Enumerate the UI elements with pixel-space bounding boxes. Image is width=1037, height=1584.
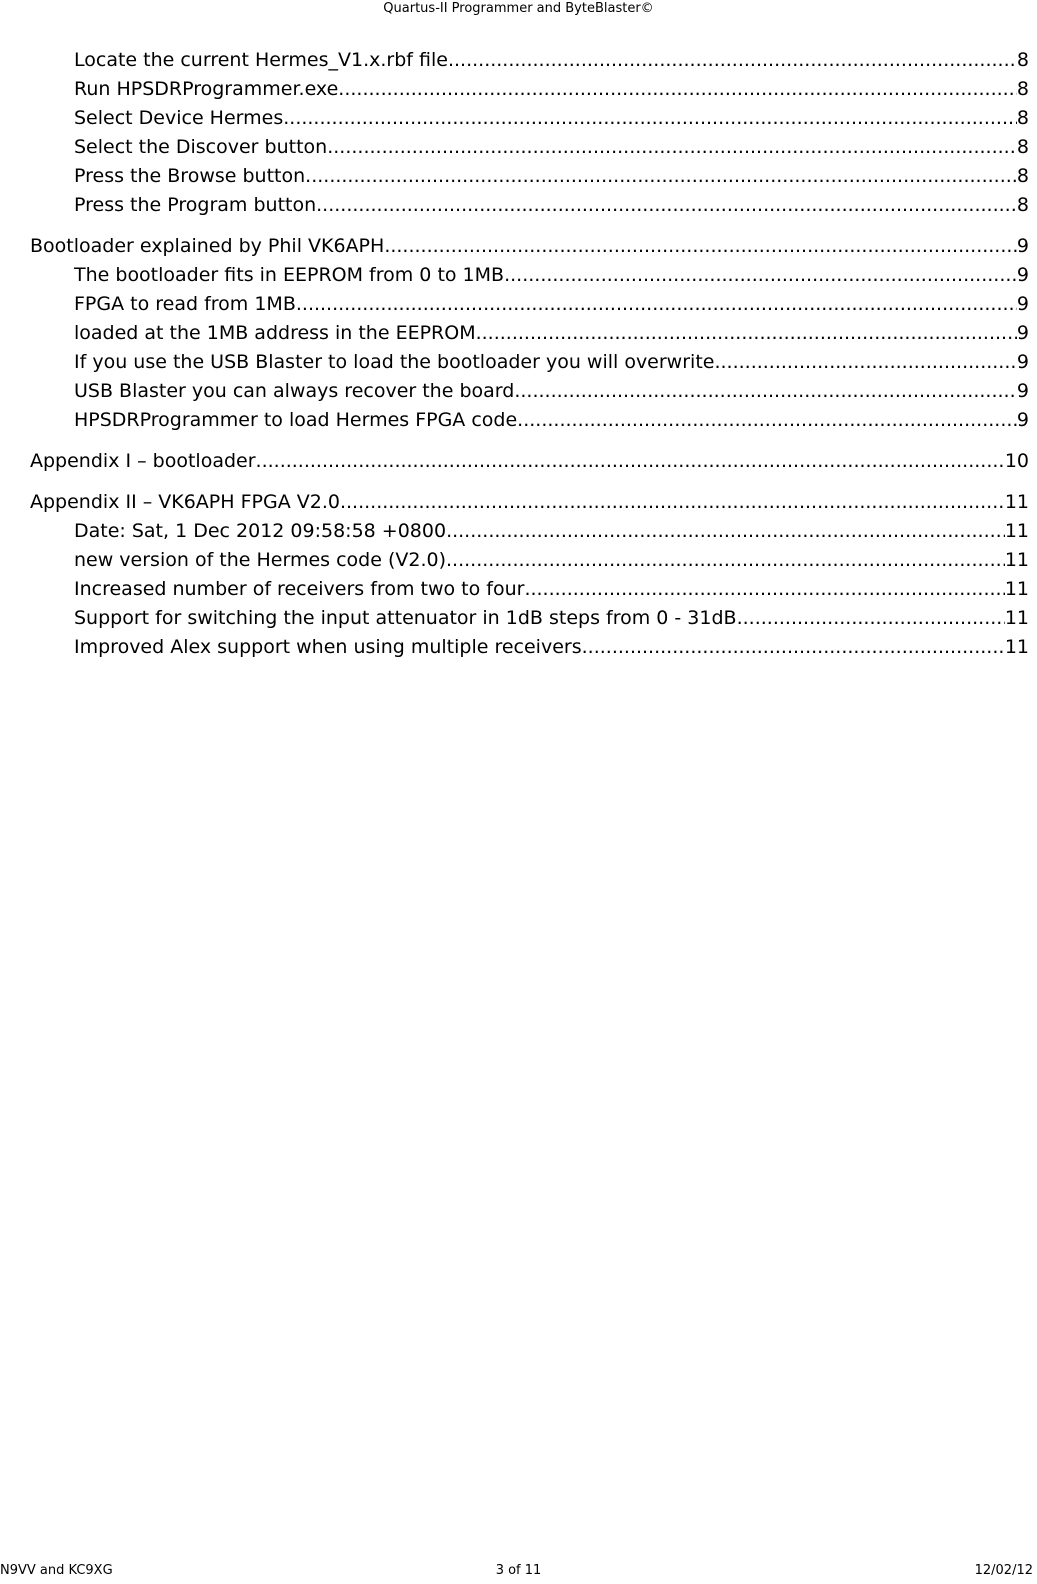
toc-entry[interactable] bbox=[30, 575, 1029, 604]
toc-entry-page: 11 bbox=[1004, 491, 1029, 513]
toc-entry-page: 11 bbox=[1004, 636, 1029, 658]
toc-leader-dots bbox=[305, 162, 1017, 191]
toc-entry-title: If you use the USB Blaster to load the bootloader you will overwrite bbox=[74, 351, 715, 373]
toc-section-entry[interactable] bbox=[30, 447, 1029, 476]
toc-entry-page: 9 bbox=[1016, 293, 1029, 315]
toc-leader-dots bbox=[256, 447, 1005, 476]
footer-page-number: 3 of 11 bbox=[495, 1563, 542, 1578]
toc-leader-dots bbox=[514, 377, 1017, 406]
toc-entry[interactable] bbox=[30, 604, 1029, 633]
toc-entry-title: Appendix II – VK6APH FPGA V2.0 bbox=[30, 491, 340, 513]
toc-entry[interactable] bbox=[30, 191, 1029, 220]
toc-entry-title: Select Device Hermes bbox=[74, 107, 284, 129]
toc-entry-page: 8 bbox=[1016, 49, 1029, 71]
toc-section-entry[interactable] bbox=[30, 488, 1029, 517]
toc-entry[interactable] bbox=[30, 104, 1029, 133]
toc-entry[interactable] bbox=[30, 133, 1029, 162]
toc-entry-page: 8 bbox=[1016, 194, 1029, 216]
toc-entry-title: HPSDRProgrammer to load Hermes FPGA code bbox=[74, 409, 518, 431]
toc-leader-dots bbox=[327, 133, 1017, 162]
toc-entry-title: Date: Sat, 1 Dec 2012 09:58:58 +0800 bbox=[74, 520, 447, 542]
toc-entry-page: 9 bbox=[1016, 235, 1029, 257]
toc-entry-title: USB Blaster you can always recover the board bbox=[74, 380, 515, 402]
toc-leader-dots bbox=[504, 261, 1017, 290]
toc-entry[interactable] bbox=[30, 162, 1029, 191]
toc-entry-title: Locate the current Hermes_V1.x.rbf file bbox=[74, 49, 448, 71]
toc-entry-title: Select the Discover button bbox=[74, 136, 328, 158]
toc-entry-page: 8 bbox=[1016, 107, 1029, 129]
toc-entry-title: Support for switching the input attenuator in 1dB steps from 0 - 31dB bbox=[74, 607, 737, 629]
toc-entry[interactable] bbox=[30, 75, 1029, 104]
toc-entry[interactable] bbox=[30, 633, 1029, 662]
toc-leader-dots bbox=[384, 232, 1017, 261]
toc-entry-title: Press the Browse button bbox=[74, 165, 306, 187]
toc-leader-dots bbox=[446, 517, 1005, 546]
toc-leader-dots bbox=[316, 191, 1017, 220]
toc-entry[interactable] bbox=[30, 290, 1029, 319]
toc-entry-page: 9 bbox=[1016, 351, 1029, 373]
toc-entry-page: 10 bbox=[1004, 450, 1029, 472]
toc-leader-dots bbox=[582, 633, 1005, 662]
footer-authors: N9VV and KC9XG bbox=[0, 1563, 113, 1578]
toc-leader-dots bbox=[476, 319, 1017, 348]
toc-entry[interactable] bbox=[30, 377, 1029, 406]
table-of-contents bbox=[30, 46, 1029, 662]
toc-entry-title: loaded at the 1MB address in the EEPROM bbox=[74, 322, 476, 344]
toc-entry-page: 8 bbox=[1016, 78, 1029, 100]
toc-entry-page: 9 bbox=[1016, 409, 1029, 431]
toc-entry[interactable] bbox=[30, 546, 1029, 575]
toc-entry-page: 9 bbox=[1016, 322, 1029, 344]
toc-entry[interactable] bbox=[30, 46, 1029, 75]
toc-entry-title: Bootloader explained by Phil VK6APH bbox=[30, 235, 385, 257]
toc-entry-page: 8 bbox=[1016, 136, 1029, 158]
toc-leader-dots bbox=[448, 46, 1017, 75]
header-title: Quartus-II Programmer and ByteBlaster© bbox=[383, 1, 654, 16]
toc-entry-title: Increased number of receivers from two to four bbox=[74, 578, 525, 600]
toc-entry-page: 11 bbox=[1004, 578, 1029, 600]
footer-date: 12/02/12 bbox=[974, 1563, 1033, 1578]
toc-leader-dots bbox=[737, 604, 1005, 633]
toc-entry[interactable] bbox=[30, 319, 1029, 348]
toc-entry-page: 11 bbox=[1004, 549, 1029, 571]
toc-entry-title: Improved Alex support when using multiple receivers bbox=[74, 636, 582, 658]
toc-leader-dots bbox=[338, 75, 1017, 104]
page-header bbox=[0, 0, 1037, 20]
toc-entry[interactable] bbox=[30, 406, 1029, 435]
toc-leader-dots bbox=[296, 290, 1017, 319]
toc-entry[interactable] bbox=[30, 348, 1029, 377]
toc-entry[interactable] bbox=[30, 517, 1029, 546]
toc-leader-dots bbox=[714, 348, 1016, 377]
toc-leader-dots bbox=[517, 406, 1017, 435]
toc-entry-page: 9 bbox=[1016, 264, 1029, 286]
toc-entry-title: Press the Program button bbox=[74, 194, 317, 216]
toc-entry-title: FPGA to read from 1MB bbox=[74, 293, 296, 315]
toc-entry[interactable] bbox=[30, 261, 1029, 290]
toc-leader-dots bbox=[446, 546, 1005, 575]
toc-leader-dots bbox=[524, 575, 1004, 604]
toc-leader-dots bbox=[283, 104, 1017, 133]
toc-entry-page: 9 bbox=[1016, 380, 1029, 402]
toc-section-entry[interactable] bbox=[30, 232, 1029, 261]
toc-leader-dots bbox=[340, 488, 1005, 517]
toc-entry-title: Appendix I – bootloader bbox=[30, 450, 256, 472]
toc-entry-page: 11 bbox=[1004, 607, 1029, 629]
page-footer bbox=[0, 1562, 1037, 1582]
toc-entry-page: 11 bbox=[1004, 520, 1029, 542]
toc-entry-title: Run HPSDRProgrammer.exe bbox=[74, 78, 339, 100]
toc-entry-title: The bootloader fits in EEPROM from 0 to 1MB bbox=[74, 264, 505, 286]
toc-entry-title: new version of the Hermes code (V2.0) bbox=[74, 549, 447, 571]
toc-entry-page: 8 bbox=[1016, 165, 1029, 187]
